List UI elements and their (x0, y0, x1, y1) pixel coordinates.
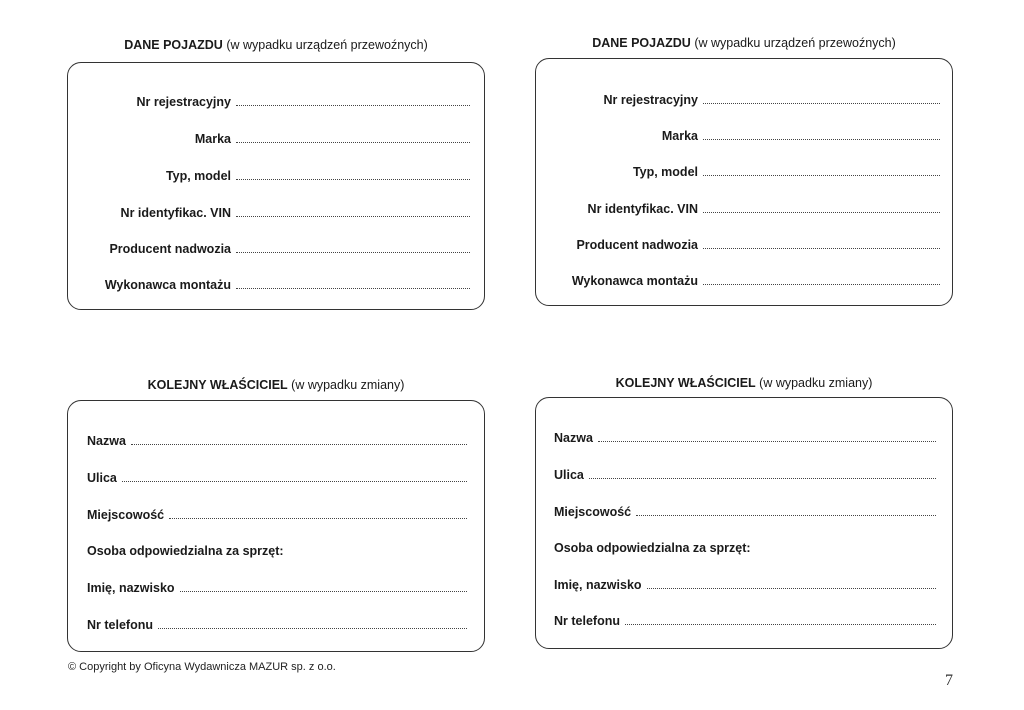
vehicle-form-title: DANE POJAZDU (124, 38, 223, 52)
field-label: Imię, nazwisko (87, 581, 175, 595)
field-row[interactable] (68, 278, 470, 292)
field-row[interactable] (68, 206, 470, 220)
vehicle-form-subtitle: (w wypadku urządzeń przewoźnych) (694, 36, 896, 50)
field-label: Ulica (554, 468, 584, 482)
field-row[interactable] (87, 508, 467, 522)
field-fill-line[interactable] (169, 517, 467, 519)
responsible-person-heading: Osoba odpowiedzialna za sprzęt: (554, 541, 751, 555)
field-fill-line[interactable] (122, 480, 467, 482)
responsible-person-heading: Osoba odpowiedzialna za sprzęt: (87, 544, 284, 558)
field-fill-line[interactable] (636, 514, 936, 516)
field-label: Marka (194, 132, 231, 146)
field-fill-line[interactable] (703, 283, 940, 285)
field-row[interactable] (87, 471, 467, 485)
field-fill-line[interactable] (158, 627, 467, 629)
section-heading (87, 544, 284, 558)
field-label: Nazwa (554, 431, 593, 445)
owner-form-box (67, 400, 485, 652)
field-row[interactable] (68, 169, 470, 183)
vehicle-form-box (67, 62, 485, 310)
field-row[interactable] (536, 274, 940, 288)
field-label: Producent nadwozia (109, 242, 231, 256)
field-label: Miejscowość (87, 508, 165, 522)
copyright-notice: © Copyright by Oficyna Wydawnicza MAZUR sp. z o.o. (68, 661, 336, 673)
field-label: Typ, model (165, 169, 231, 183)
field-row[interactable] (536, 165, 940, 179)
vehicle-form-left (67, 38, 485, 310)
field-fill-line[interactable] (703, 138, 940, 140)
field-label: Marka (661, 129, 698, 143)
page-number: 7 (945, 672, 953, 689)
owner-form-right (535, 376, 953, 650)
field-row[interactable] (554, 431, 936, 445)
vehicle-form-right (535, 36, 953, 306)
field-fill-line[interactable] (589, 477, 936, 479)
field-row[interactable] (87, 434, 467, 448)
field-fill-line[interactable] (131, 443, 467, 445)
vehicle-form-subtitle: (w wypadku urządzeń przewoźnych) (226, 38, 428, 52)
field-row[interactable] (554, 614, 936, 628)
field-row[interactable] (87, 581, 467, 595)
vehicle-form-box (535, 58, 953, 306)
field-label: Nr telefonu (554, 614, 620, 628)
field-label: Nr rejestracyjny (603, 93, 698, 107)
field-fill-line[interactable] (598, 440, 936, 442)
field-label: Wykonawca montażu (104, 278, 231, 292)
field-fill-line[interactable] (236, 178, 470, 180)
field-row[interactable] (536, 202, 940, 216)
owner-form-heading (67, 378, 485, 392)
field-fill-line[interactable] (625, 623, 936, 625)
field-label: Producent nadwozia (576, 238, 698, 252)
field-row[interactable] (554, 505, 936, 519)
vehicle-form-heading (535, 36, 953, 50)
field-label: Typ, model (632, 165, 698, 179)
field-label: Ulica (87, 471, 117, 485)
field-row[interactable] (536, 129, 940, 143)
field-label: Miejscowość (554, 505, 632, 519)
field-fill-line[interactable] (180, 590, 467, 592)
field-row[interactable] (554, 578, 936, 592)
field-fill-line[interactable] (236, 287, 470, 289)
field-fill-line[interactable] (236, 141, 470, 143)
field-label: Nr identyfikac. VIN (587, 202, 698, 216)
owner-form-subtitle: (w wypadku zmiany) (291, 378, 405, 392)
field-fill-line[interactable] (703, 211, 940, 213)
section-heading (554, 541, 751, 555)
field-label: Nr telefonu (87, 618, 153, 632)
field-fill-line[interactable] (236, 251, 470, 253)
field-label: Imię, nazwisko (554, 578, 642, 592)
owner-form-heading (535, 376, 953, 390)
field-row[interactable] (68, 95, 470, 109)
owner-form-subtitle: (w wypadku zmiany) (759, 376, 873, 390)
field-label: Nr identyfikac. VIN (120, 206, 231, 220)
field-fill-line[interactable] (703, 102, 940, 104)
field-row[interactable] (536, 93, 940, 107)
field-fill-line[interactable] (703, 247, 940, 249)
field-fill-line[interactable] (703, 174, 940, 176)
field-row[interactable] (554, 468, 936, 482)
field-fill-line[interactable] (236, 215, 470, 217)
field-label: Nazwa (87, 434, 126, 448)
field-fill-line[interactable] (236, 104, 470, 106)
field-row[interactable] (87, 618, 467, 632)
owner-form-title: KOLEJNY WŁAŚCICIEL (615, 376, 756, 390)
field-row[interactable] (68, 132, 470, 146)
field-label: Wykonawca montażu (571, 274, 698, 288)
field-fill-line[interactable] (647, 587, 936, 589)
field-row[interactable] (68, 242, 470, 256)
owner-form-title: KOLEJNY WŁAŚCICIEL (147, 378, 288, 392)
owner-form-left (67, 378, 485, 652)
vehicle-form-heading (67, 38, 485, 52)
field-label: Nr rejestracyjny (136, 95, 231, 109)
field-row[interactable] (536, 238, 940, 252)
vehicle-form-title: DANE POJAZDU (592, 36, 691, 50)
owner-form-box (535, 397, 953, 649)
